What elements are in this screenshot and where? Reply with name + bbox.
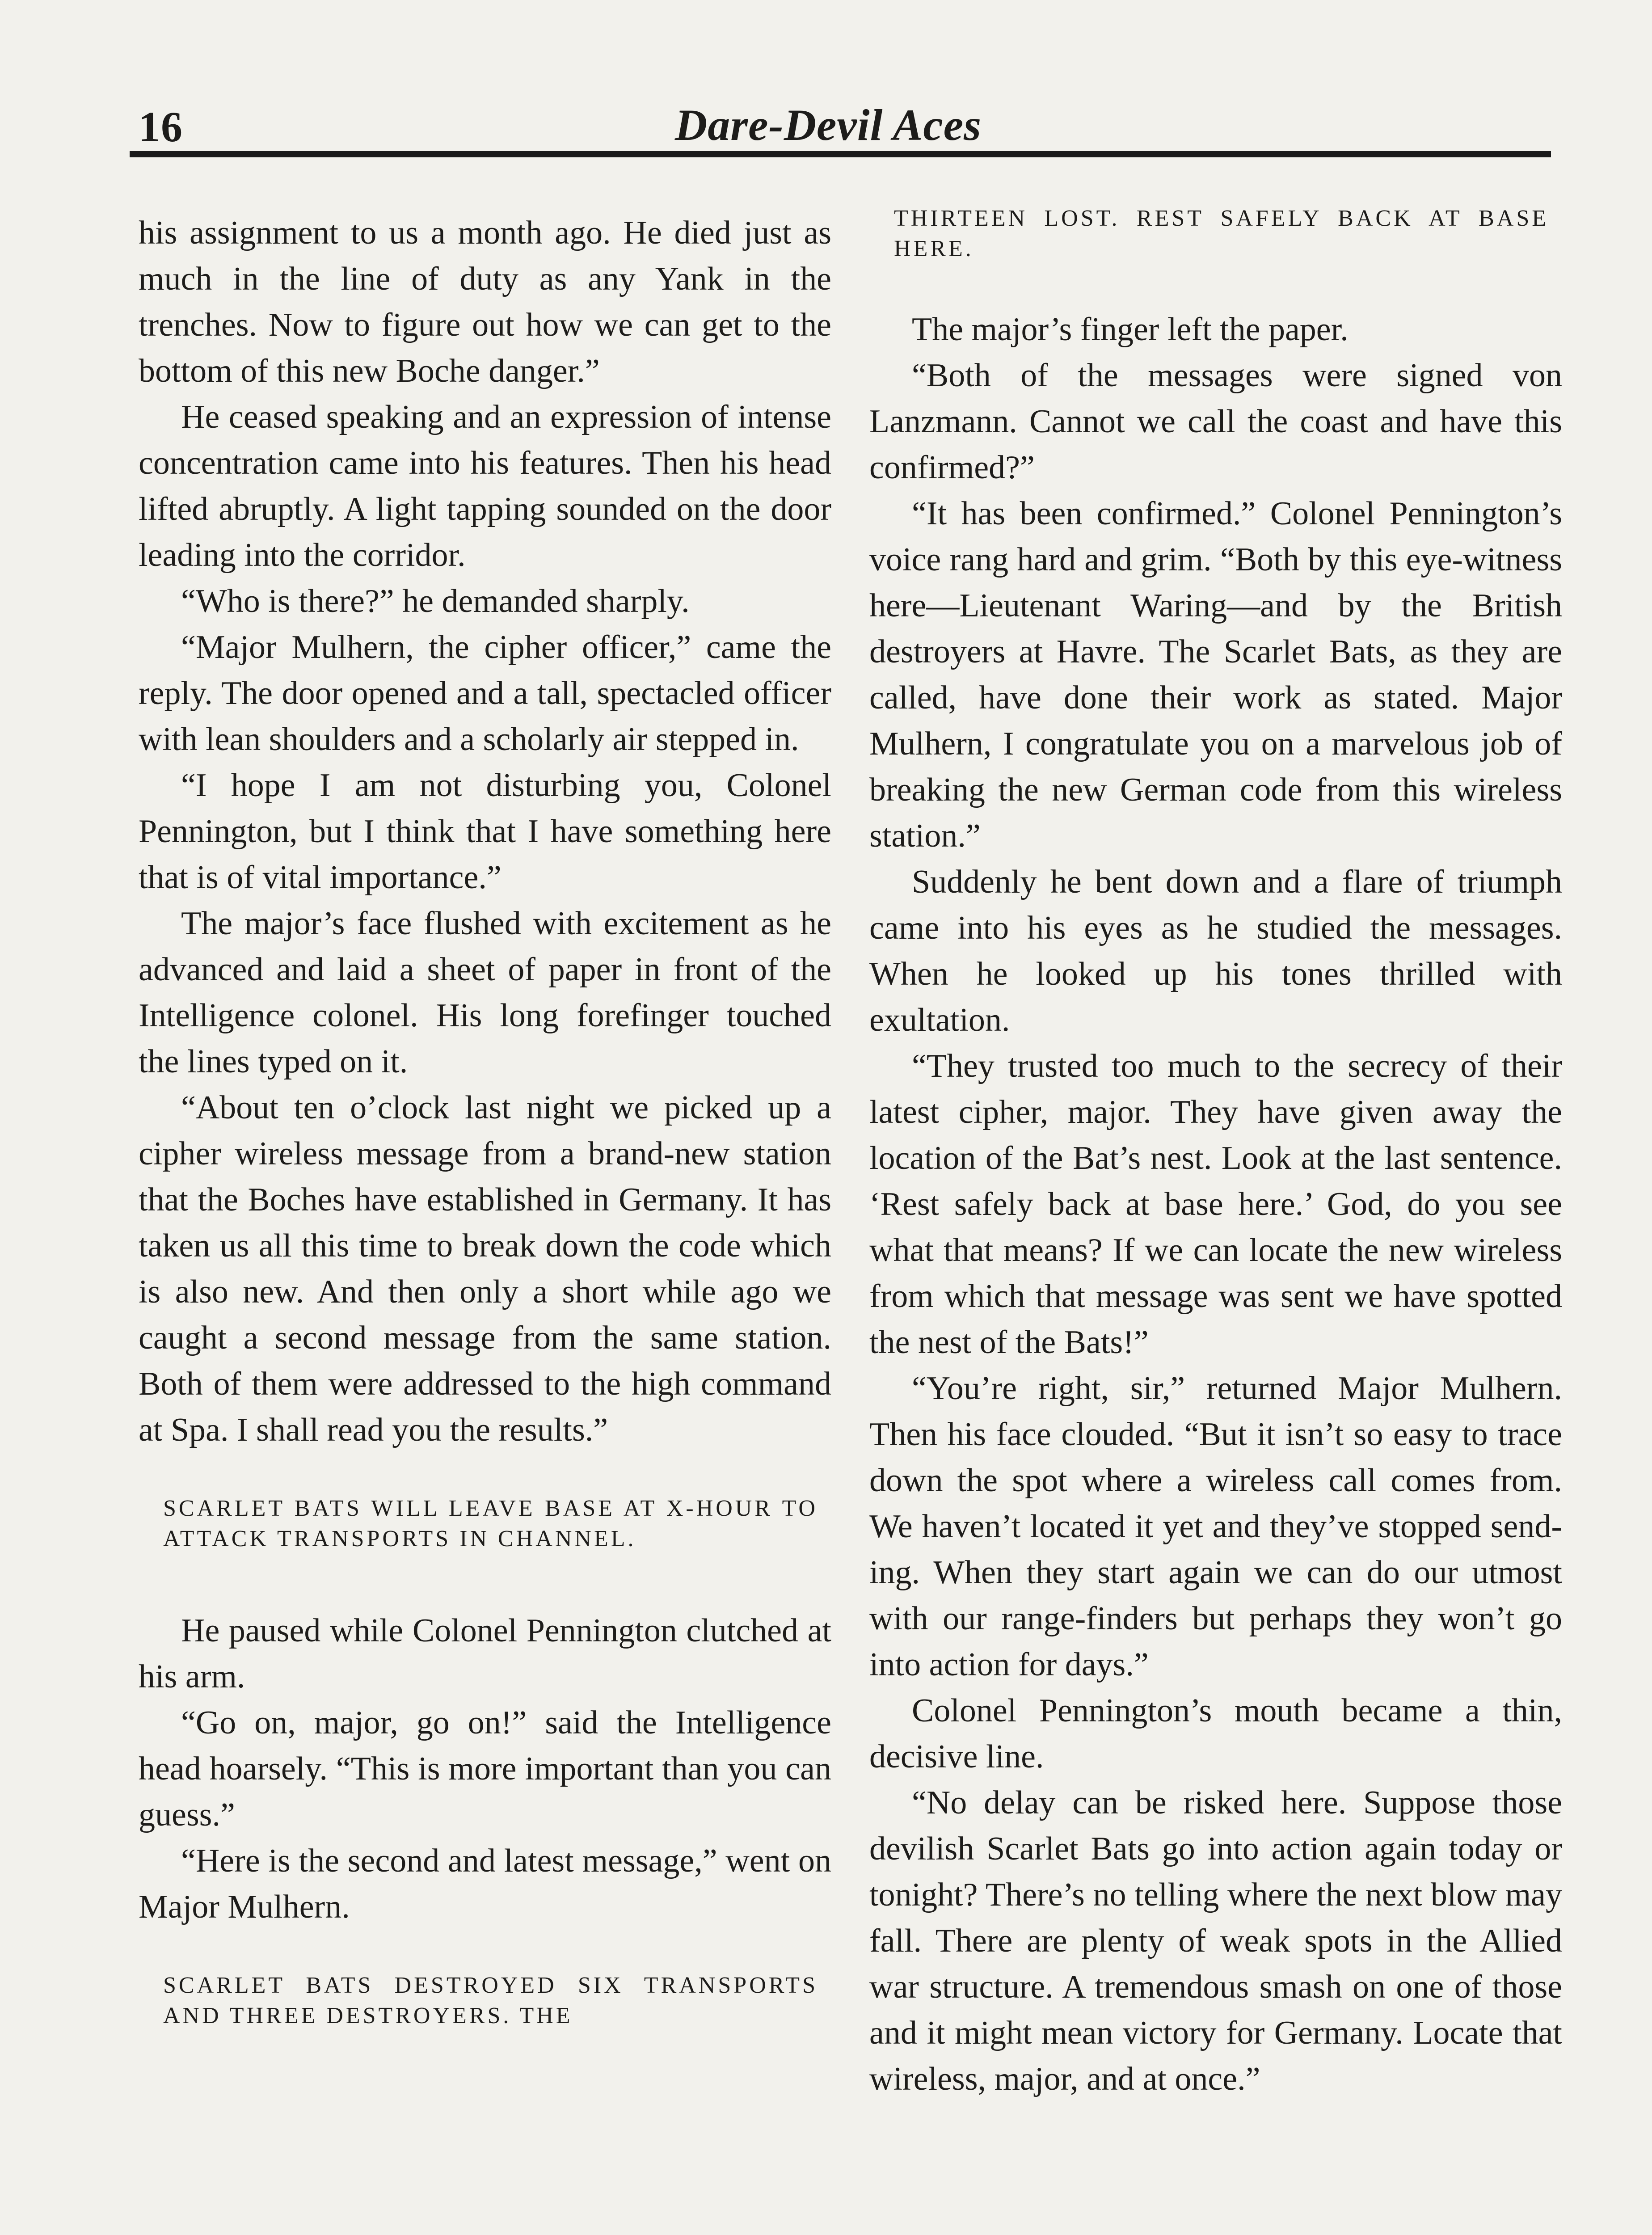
paragraph: “Go on, major, go on!” said the Intelligence head hoarsely. “This is more important than you can guess.” (139, 1704, 831, 1833)
paragraph: “Who is there?” he demanded sharply. (181, 583, 690, 620)
paragraph: “Here is the second and latest message,” went on Major Mulhern. (139, 1843, 831, 1925)
page-number: 16 (139, 103, 183, 151)
cipher-message: SCARLET BATS WILL LEAVE BASE AT X-HOUR TO ATTACK TRANSPORTS IN CHANNEL. (163, 1496, 818, 1552)
left-column (139, 210, 831, 2031)
cipher-message: SCARLET BATS DESTROYED SIX TRANSPORTS AND THREE DESTROYERS. THE (163, 1973, 818, 2028)
magazine-title: Dare-Devil Aces (675, 100, 982, 150)
paragraph: Colonel Pennington’s mouth became a thin, decisive line. (869, 1692, 1562, 1775)
paragraph: The major’s finger left the paper. (912, 311, 1349, 348)
header-rule (130, 151, 1551, 157)
paragraph: Suddenly he bent down and a flare of triumph came into his eyes as he studied the messages. When he looked up his tones thrilled with exultation. (869, 864, 1562, 1038)
paragraph: He ceased speaking and an expression of intense concentration came into his features. Then his head lifted abruptly. A light tapping sounded on the door leading into the corridor. (139, 399, 831, 574)
paragraph: “I hope I am not disturbing you, Colonel Pennington, but I think that I have something here that is of vital importance.” (139, 767, 831, 896)
paragraph: “Both of the messages were signed von Lanzmann. Cannot we call the coast and have this confirmed?” (869, 357, 1562, 486)
paragraph: “They trusted too much to the secrecy of their latest cipher, major. They have given away the location of the Bat’s nest. Look at the last sentence. ‘Rest safely back at base here.’ God, do you see what that means? If we can locate the new wireless from which that message was sent we have spotted the nest of the Bats!” (869, 1048, 1562, 1361)
paragraph: “No delay can be risked here. Suppose those devilish Scarlet Bats go into action again today or tonight? There’s no telling where the next blow may fall. There are plenty of weak spots in the Allied war structure. A tremendous smash on one of those and it might mean victory for Germany. Locate that wireless, major, and at once.” (869, 1784, 1562, 2097)
paragraph: He paused while Colonel Pennington clutched at his arm. (139, 1612, 831, 1695)
paragraph: The major’s face flushed with excitement as he advanced and laid a sheet of paper in front of the Intelligence colonel. His long forefinger touched the lines typed on it. (139, 905, 831, 1080)
cipher-message: THIRTEEN LOST. REST SAFELY BACK AT BASE HERE. (894, 206, 1549, 261)
right-column (869, 203, 1562, 2102)
paragraph: “It has been confirmed.” Colonel Pennington’s voice rang hard and grim. “Both by this eye-witness here—Lieutenant Waring—and by the British destroyers at Havre. The Scarlet Bats, as they are called, have done their work as stated. Major Mulhern, I congratulate you on a marvelous job of breaking the new German code from this wireless station.” (869, 495, 1562, 854)
paragraph: “About ten o’clock last night we picked up a cipher wireless message from a brand-new station that the Boches have established in Germany. It has taken us all this time to break down the code which is also new. And then only a short while ago we caught a second message from the same station. Both of them were addressed to the high command at Spa. I shall read you the results.” (139, 1089, 831, 1448)
paragraph: his assignment to us a month ago. He died just as much in the line of duty as any Yank in the trenches. Now to figure out how we can get to the bottom of this new Boche danger.” (139, 215, 831, 389)
paragraph: “You’re right, sir,” returned Major Mulhern. Then his face clouded. “But it isn’t so easy to trace down the spot where a wireless call comes from. We haven’t located it yet and they’ve stopped sending. When they start again we can do our utmost with our range-finders but perhaps they won’t go into action for days.” (869, 1370, 1562, 1683)
paragraph: “Major Mulhern, the cipher officer,” came the reply. The door opened and a tall, spectacled officer with lean shoulders and a scholarly air stepped in. (139, 629, 831, 758)
page-header (130, 94, 1551, 151)
